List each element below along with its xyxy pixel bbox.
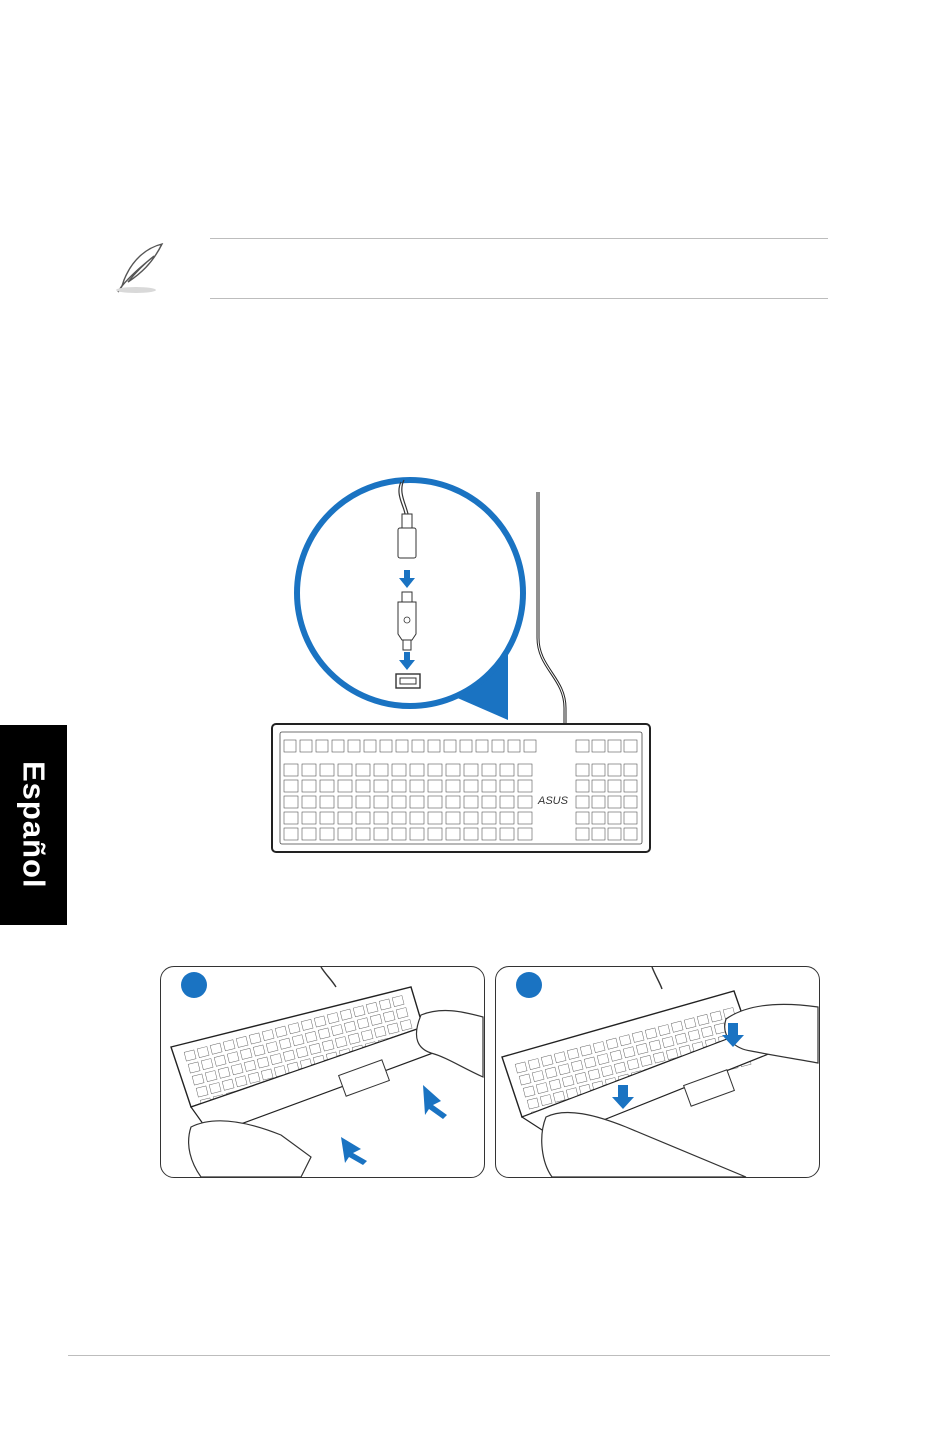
key — [482, 812, 496, 824]
key — [608, 764, 621, 776]
key — [392, 828, 406, 840]
key — [524, 740, 536, 752]
key — [428, 764, 442, 776]
key — [348, 740, 360, 752]
key — [392, 764, 406, 776]
key — [410, 812, 424, 824]
connection-callout — [297, 480, 523, 720]
key — [464, 828, 478, 840]
push-arrow-icon — [341, 1137, 367, 1165]
language-tab-label: Español — [16, 761, 52, 889]
key — [356, 796, 370, 808]
key — [624, 812, 637, 824]
key — [464, 764, 478, 776]
hand-icon — [542, 1112, 746, 1177]
key — [576, 764, 589, 776]
footer-rule — [68, 1355, 830, 1356]
key — [374, 828, 388, 840]
key — [302, 796, 316, 808]
key — [320, 780, 334, 792]
key — [356, 812, 370, 824]
key — [428, 812, 442, 824]
key — [482, 764, 496, 776]
key — [338, 812, 352, 824]
key — [284, 812, 298, 824]
key — [500, 764, 514, 776]
key — [518, 796, 532, 808]
key — [302, 764, 316, 776]
key — [392, 812, 406, 824]
key — [320, 812, 334, 824]
key — [500, 828, 514, 840]
key — [374, 780, 388, 792]
language-tab — [0, 725, 67, 925]
key — [592, 764, 605, 776]
key — [302, 828, 316, 840]
key — [302, 780, 316, 792]
key — [592, 740, 605, 752]
key — [356, 780, 370, 792]
key — [592, 780, 605, 792]
key — [444, 740, 456, 752]
key — [446, 796, 460, 808]
key — [476, 740, 488, 752]
key — [446, 828, 460, 840]
key — [412, 740, 424, 752]
key — [284, 740, 296, 752]
key — [576, 828, 589, 840]
key — [482, 796, 496, 808]
key — [338, 780, 352, 792]
key — [608, 780, 621, 792]
key — [410, 796, 424, 808]
key — [446, 764, 460, 776]
push-arrow-icon — [423, 1085, 447, 1119]
key — [518, 764, 532, 776]
key — [428, 780, 442, 792]
attach-palm-rest-illustration — [161, 967, 484, 1177]
key — [576, 812, 589, 824]
key — [508, 740, 520, 752]
key — [608, 828, 621, 840]
key — [392, 780, 406, 792]
key — [364, 740, 376, 752]
note-rule-top — [210, 238, 828, 239]
key — [624, 828, 637, 840]
hand-icon — [189, 1121, 311, 1177]
key — [284, 764, 298, 776]
key — [500, 796, 514, 808]
key — [446, 780, 460, 792]
key — [320, 764, 334, 776]
key — [500, 780, 514, 792]
key — [410, 828, 424, 840]
key — [380, 740, 392, 752]
key — [482, 828, 496, 840]
key — [464, 796, 478, 808]
key — [356, 828, 370, 840]
key — [608, 796, 621, 808]
key — [518, 812, 532, 824]
key — [608, 812, 621, 824]
keyboard-cable — [538, 492, 565, 726]
key — [464, 780, 478, 792]
step-panel-lift — [495, 966, 820, 1178]
key — [410, 780, 424, 792]
key — [592, 796, 605, 808]
step-panel-attach — [160, 966, 485, 1178]
key — [592, 828, 605, 840]
key — [624, 740, 637, 752]
key — [428, 828, 442, 840]
key — [320, 828, 334, 840]
key — [332, 740, 344, 752]
key — [374, 796, 388, 808]
key — [284, 796, 298, 808]
asus-logo: ASUS — [538, 795, 568, 807]
key — [396, 740, 408, 752]
key — [518, 828, 532, 840]
key — [446, 812, 460, 824]
lift-palm-rest-illustration — [496, 967, 819, 1177]
key — [592, 812, 605, 824]
key — [338, 796, 352, 808]
key — [482, 780, 496, 792]
key — [576, 796, 589, 808]
key — [392, 796, 406, 808]
key — [316, 740, 328, 752]
key — [624, 764, 637, 776]
key — [302, 812, 316, 824]
step-badge-1 — [181, 972, 207, 998]
key — [410, 764, 424, 776]
key — [624, 780, 637, 792]
key — [576, 780, 589, 792]
key — [374, 812, 388, 824]
key — [492, 740, 504, 752]
key — [624, 796, 637, 808]
key — [500, 812, 514, 824]
key — [374, 764, 388, 776]
feather-quill-icon — [110, 240, 170, 295]
note-rule-bottom — [210, 298, 828, 299]
key — [356, 764, 370, 776]
key — [608, 740, 621, 752]
key — [338, 828, 352, 840]
key — [300, 740, 312, 752]
key — [460, 740, 472, 752]
key — [518, 780, 532, 792]
key — [428, 796, 442, 808]
keyboard-illustration — [272, 724, 650, 852]
key — [338, 764, 352, 776]
step-badge-2 — [516, 972, 542, 998]
key — [428, 740, 440, 752]
key — [284, 828, 298, 840]
key — [576, 740, 589, 752]
key — [464, 812, 478, 824]
key — [284, 780, 298, 792]
usb-port-icon — [396, 674, 420, 688]
hand-icon — [416, 1011, 483, 1077]
key — [320, 796, 334, 808]
keyboard-connection-figure — [270, 468, 654, 860]
